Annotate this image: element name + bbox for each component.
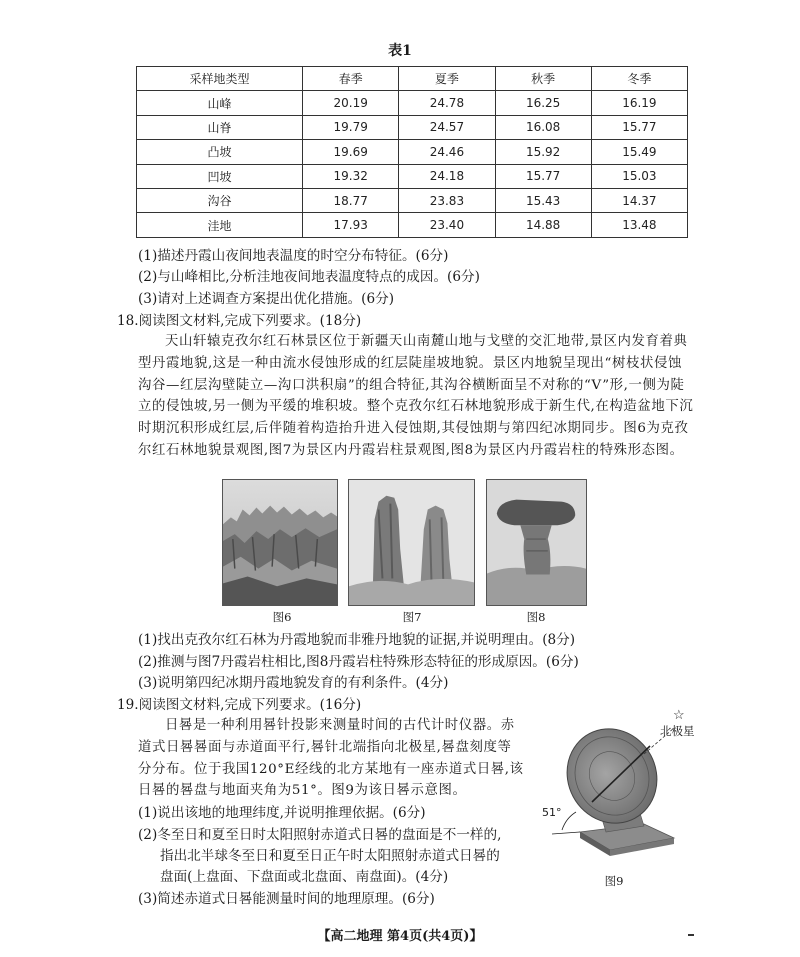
temperature-table [136,66,688,238]
figure-8-special-pillar [486,479,587,606]
q17-sub1: (1)描述丹霞山夜间地表温度的时空分布特征。(6分) [138,248,449,264]
table-header-cell: 夏季 [399,67,495,91]
table-row [137,140,688,164]
table-cell: 23.40 [399,213,495,237]
table-row [137,164,688,188]
figure-8-caption: 图8 [526,610,546,624]
figure-6-red-stone-forest [222,479,338,606]
table-row [137,91,688,115]
q18-sub3: (3)说明第四纪冰期丹霞地貌发育的有利条件。(4分) [138,675,449,691]
table-cell: 15.49 [591,140,687,164]
q19-heading: 19.阅读图文材料,完成下列要求。(16分) [117,697,362,713]
figure-9-caption: 图9 [604,874,624,888]
table-cell: 15.92 [495,140,591,164]
q17-sub2: (2)与山峰相比,分析洼地夜间地表温度特点的成因。(6分) [138,269,480,285]
table-cell: 凸坡 [137,140,303,164]
figure-9-sundial [540,708,710,860]
table-cell: 24.46 [399,140,495,164]
polaris-label: 北极星 [660,724,695,738]
q19-sub2-line2: 指出北半球冬至日和夏至日正午时太阳照射赤道式日晷的 [160,848,500,864]
table-title: 表1 [388,43,412,59]
table-cell: 15.03 [591,164,687,188]
table-cell: 15.77 [591,115,687,139]
corner-mark [688,934,694,936]
q18-heading: 18.阅读图文材料,完成下列要求。(18分) [117,313,362,329]
table-cell: 洼地 [137,213,303,237]
table-cell: 24.78 [399,91,495,115]
table-cell: 13.48 [591,213,687,237]
page-footer: 【高二地理 第4页(共4页)】 [317,929,483,944]
table-header-row [137,67,688,91]
table-header-cell: 春季 [303,67,399,91]
q18-sub2: (2)推测与图7丹霞岩柱相比,图8丹霞岩柱特殊形态特征的形成原因。(6分) [138,654,579,670]
table-cell: 17.93 [303,213,399,237]
table-cell: 24.18 [399,164,495,188]
angle-label: 51° [542,806,562,819]
table-cell: 24.57 [399,115,495,139]
table-cell: 19.69 [303,140,399,164]
q18-passage: 天山轩辕克孜尔红石林景区位于新疆天山南麓山地与戈壁的交汇地带,景区内发育着典型丹霞地貌,这是一种由流水侵蚀形成的红层陡崖坡地貌。景区内地貌呈现出“树枝状侵蚀沟谷—红层沟壁陡立—沟口洪积扇”的组合特征,其沟谷横断面呈不对称的“V”形,一侧为陡立的侵蚀坡,另一侧为平缓的堆积坡。整个克孜尔红石林地貌形成于新生代,在构造盆地下沉时期沉积形成红层,后伴随着构造抬升进入侵蚀期,其侵蚀期与第四纪冰期同步。图6为克孜尔红石林地貌景观图,图7为景区内丹霞岩柱景观图,图8为景区内丹霞岩柱的特殊形态图。 [138,334,694,458]
table-cell: 沟谷 [137,188,303,212]
figure-6-caption: 图6 [272,610,292,624]
table-cell: 山峰 [137,91,303,115]
table-cell: 23.83 [399,188,495,212]
table-cell: 14.88 [495,213,591,237]
table-header-cell: 秋季 [495,67,591,91]
table-cell: 15.77 [495,164,591,188]
table-cell: 15.43 [495,188,591,212]
q18-sub1: (1)找出克孜尔红石林为丹霞地貌而非雅丹地貌的证据,并说明理由。(8分) [138,632,576,648]
table-cell: 18.77 [303,188,399,212]
q19-sub2-line3: 盘面(上盘面、下盘面或北盘面、南盘面)。(4分) [160,869,449,885]
table-cell: 16.08 [495,115,591,139]
table-cell: 19.32 [303,164,399,188]
figure-7-danxia-pillars [348,479,475,606]
q19-passage: 日晷是一种利用晷针投影来测量时间的古代计时仪器。赤道式日晷晷面与赤道面平行,晷针北端指向北极星,晷盘刻度等分分布。位于我国120°E经线的北方某地有一座赤道式日晷,该日晷的晷盘与地面夹角为51°。图9为该日晷示意图。 [138,718,524,799]
table-row [137,213,688,237]
table-row [137,115,688,139]
table-cell: 14.37 [591,188,687,212]
table-cell: 16.25 [495,91,591,115]
table-cell: 20.19 [303,91,399,115]
q19-sub3: (3)简述赤道式日晷能测量时间的地理原理。(6分) [138,891,435,907]
table-header-cell: 冬季 [591,67,687,91]
polaris-star-icon: ☆ [673,708,685,723]
table-cell: 凹坡 [137,164,303,188]
table-header-cell: 采样地类型 [137,67,303,91]
table-cell: 19.79 [303,115,399,139]
table-cell: 16.19 [591,91,687,115]
table-cell: 山脊 [137,115,303,139]
table-row [137,188,688,212]
q17-sub3: (3)请对上述调查方案提出优化措施。(6分) [138,291,395,307]
q19-sub2-line1: (2)冬至日和夏至日时太阳照射赤道式日晷的盘面是不一样的, [138,827,502,843]
figure-7-caption: 图7 [402,610,422,624]
q19-sub1: (1)说出该地的地理纬度,并说明推理依据。(6分) [138,805,426,821]
